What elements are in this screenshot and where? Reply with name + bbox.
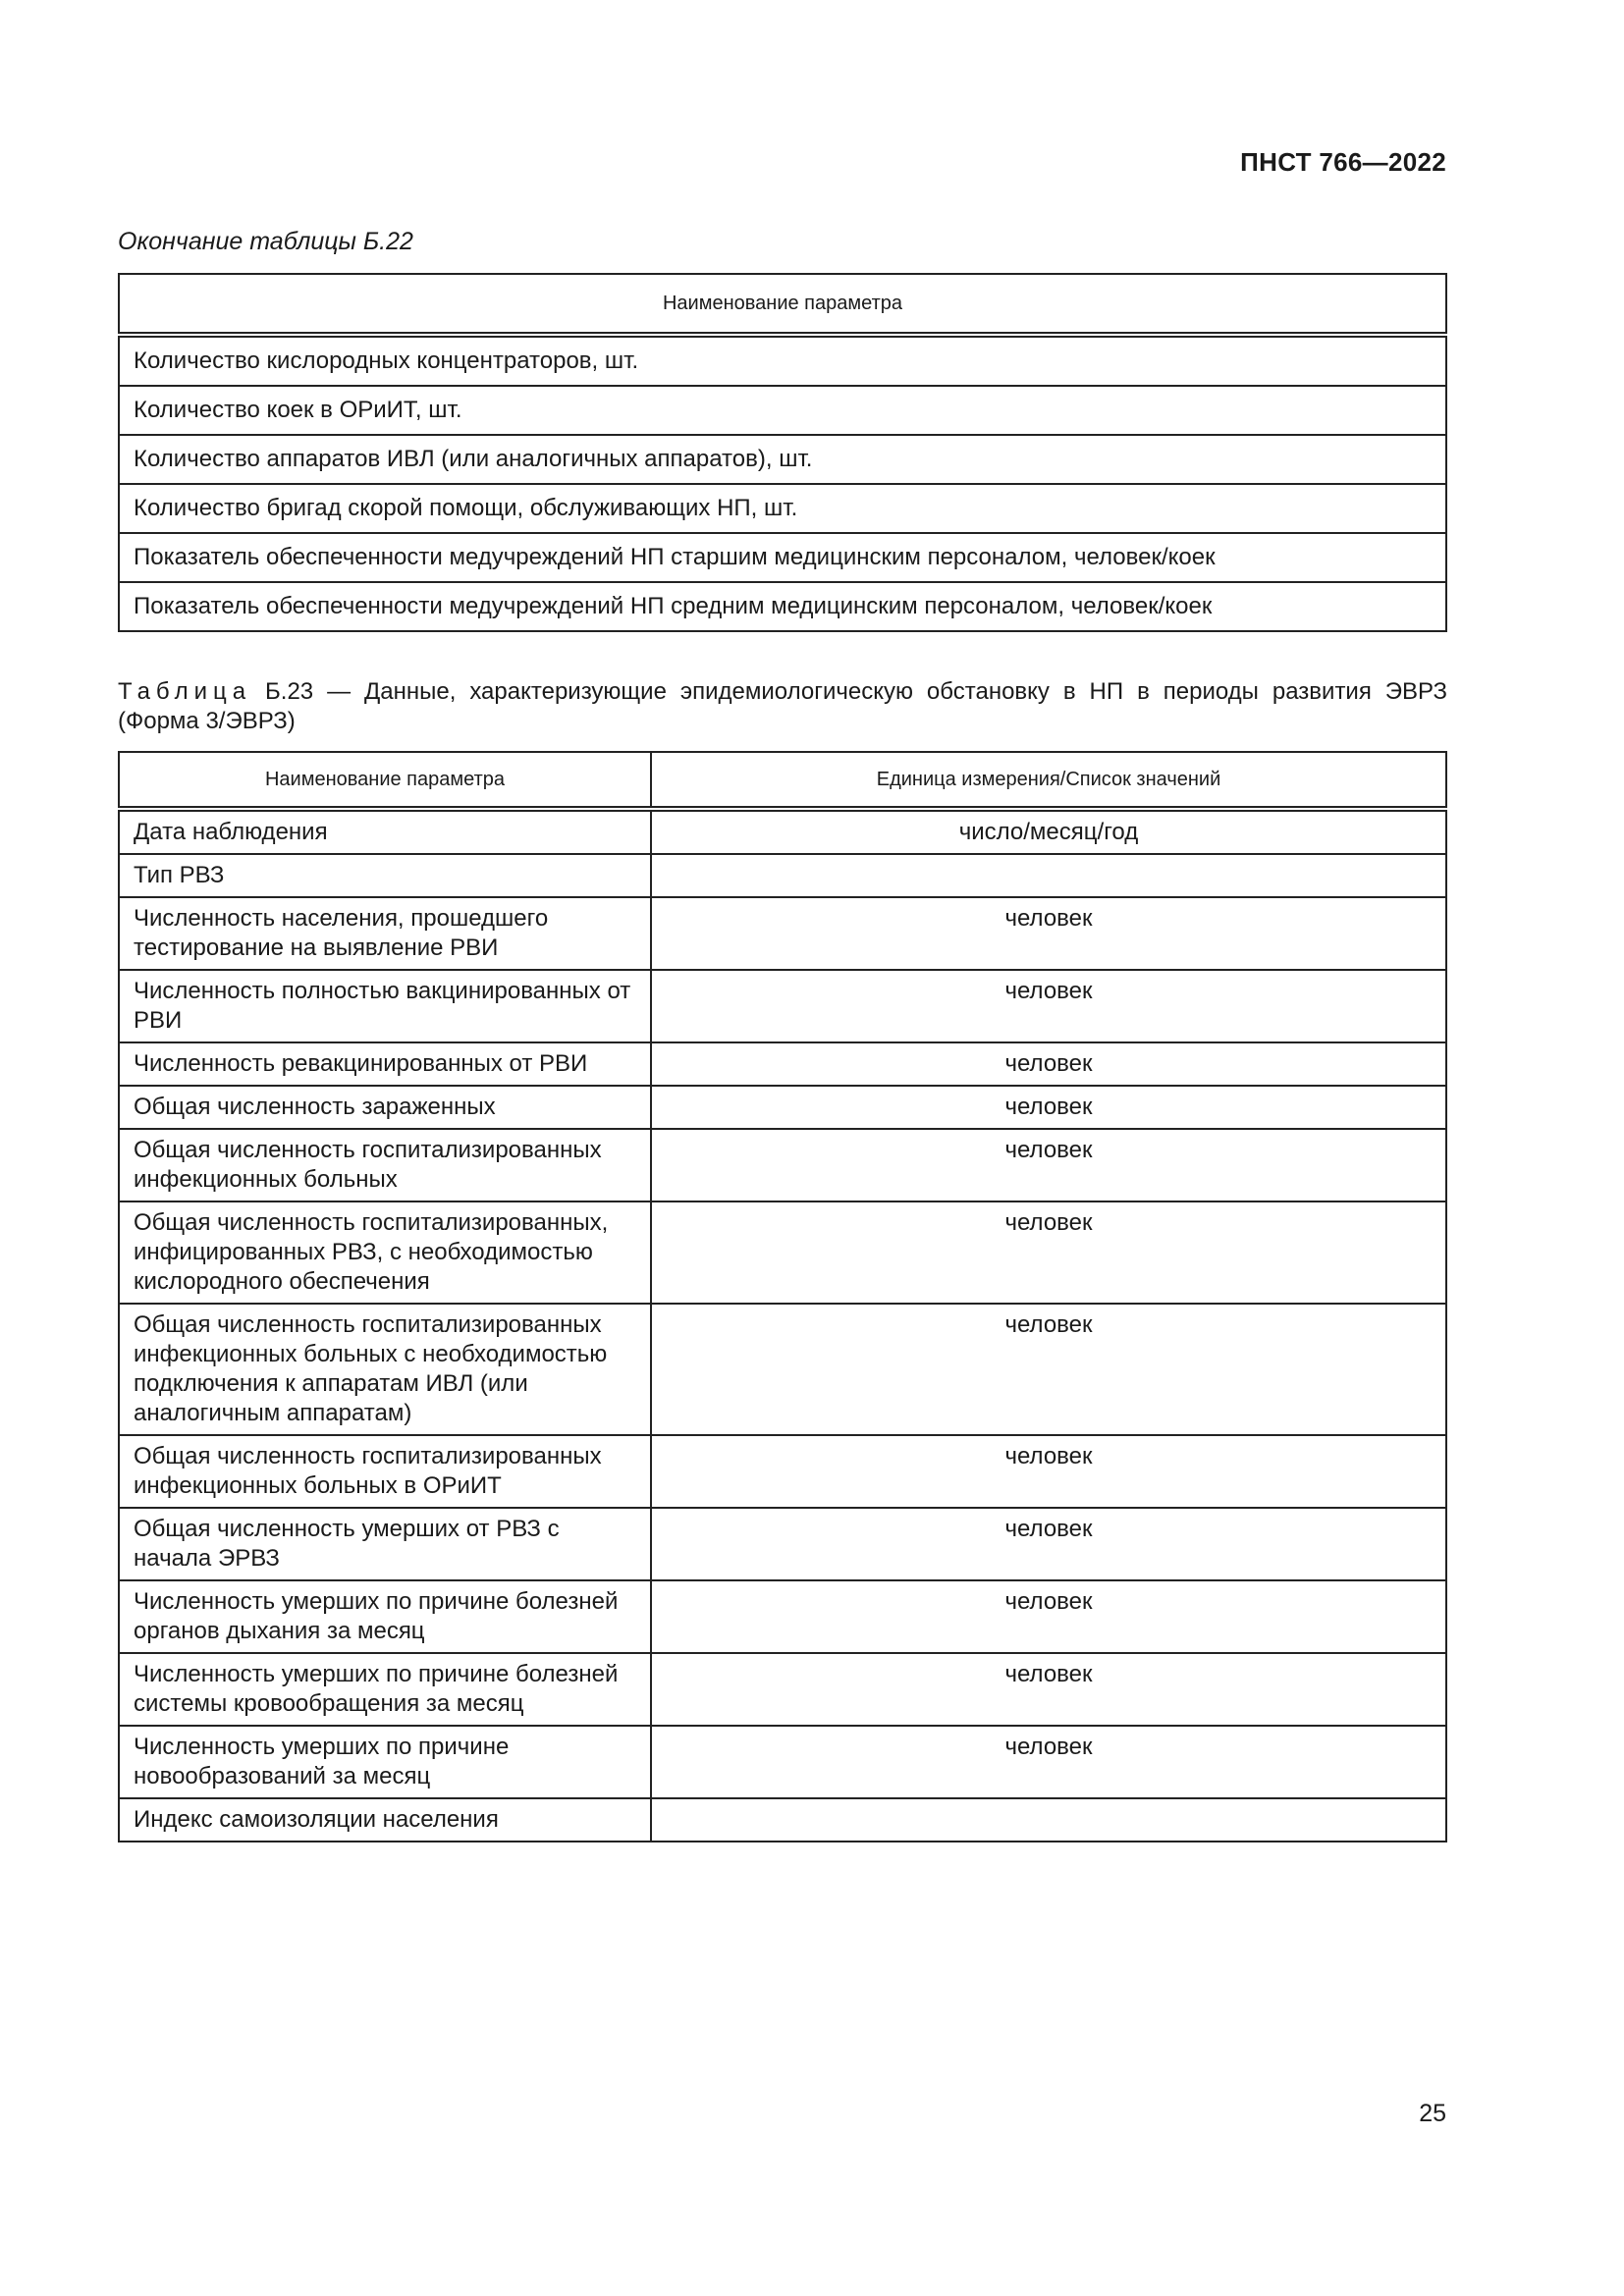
table-b23-caption-text: Б.23 — Данные, характеризующие эпидемиологическую обстановку в НП в периоды развития ЭВРЗ (Форма 3/ЭВРЗ)	[118, 678, 1447, 734]
column-header-unit: Единица измерения/Список значений	[651, 752, 1446, 809]
table-row	[119, 809, 1446, 854]
page-number: 25	[1419, 2100, 1446, 2127]
table-header-row	[119, 752, 1446, 809]
table-row	[119, 1304, 1446, 1435]
table-row	[119, 1798, 1446, 1842]
parameter-cell: Показатель обеспеченности медучреждений НП средним медицинским персоналом, человек/коек	[119, 582, 1446, 631]
parameter-cell: Индекс самоизоляции населения	[119, 1798, 651, 1842]
unit-cell: человек	[651, 970, 1446, 1042]
table-row	[119, 897, 1446, 970]
unit-cell: человек	[651, 1201, 1446, 1304]
parameter-cell: Количество аппаратов ИВЛ (или аналогичных аппаратов), шт.	[119, 435, 1446, 484]
unit-cell: число/месяц/год	[651, 809, 1446, 854]
unit-cell: человек	[651, 1435, 1446, 1508]
parameter-cell: Общая численность госпитализированных инфекционных больных	[119, 1129, 651, 1201]
table-row	[119, 533, 1446, 582]
unit-cell: человек	[651, 1042, 1446, 1086]
unit-cell: человек	[651, 1726, 1446, 1798]
parameter-cell: Численность умерших по причине болезней системы кровообращения за месяц	[119, 1653, 651, 1726]
parameter-cell: Численность умерших по причине болезней органов дыхания за месяц	[119, 1580, 651, 1653]
parameter-cell: Общая численность умерших от РВЗ с начала ЭРВЗ	[119, 1508, 651, 1580]
parameter-cell: Дата наблюдения	[119, 809, 651, 854]
table-b22-continuation-caption: Окончание таблицы Б.22	[118, 228, 413, 255]
unit-cell	[651, 854, 1446, 897]
parameter-cell: Общая численность госпитализированных инфекционных больных с необходимостью подключения к аппаратам ИВЛ (или аналогичным аппаратам)	[119, 1304, 651, 1435]
parameter-cell: Общая численность госпитализированных инфекционных больных в ОРиИТ	[119, 1435, 651, 1508]
parameter-cell: Общая численность зараженных	[119, 1086, 651, 1129]
parameter-cell: Количество кислородных концентраторов, шт.	[119, 335, 1446, 386]
unit-cell: человек	[651, 897, 1446, 970]
parameter-cell: Численность умерших по причине новообразований за месяц	[119, 1726, 651, 1798]
table-row	[119, 484, 1446, 533]
table-row	[119, 1508, 1446, 1580]
table-row	[119, 1042, 1446, 1086]
table-b23-caption-label: Таблица	[118, 678, 252, 705]
parameter-cell: Показатель обеспеченности медучреждений НП старшим медицинским персоналом, человек/коек	[119, 533, 1446, 582]
unit-cell: человек	[651, 1653, 1446, 1726]
parameter-cell: Тип РВЗ	[119, 854, 651, 897]
parameter-cell: Численность полностью вакцинированных от РВИ	[119, 970, 651, 1042]
unit-cell: человек	[651, 1508, 1446, 1580]
table-row	[119, 970, 1446, 1042]
table-row	[119, 435, 1446, 484]
parameter-cell: Общая численность госпитализированных, инфицированных РВЗ, с необходимостью кислородного обеспечения	[119, 1201, 651, 1304]
unit-cell: человек	[651, 1129, 1446, 1201]
table-row	[119, 1653, 1446, 1726]
table-row	[119, 1201, 1446, 1304]
parameter-cell: Количество коек в ОРиИТ, шт.	[119, 386, 1446, 435]
unit-cell	[651, 1798, 1446, 1842]
column-header-parameter: Наименование параметра	[119, 752, 651, 809]
table-b22	[118, 273, 1447, 632]
parameter-cell: Численность ревакцинированных от РВИ	[119, 1042, 651, 1086]
table-row	[119, 1435, 1446, 1508]
table-row	[119, 582, 1446, 631]
unit-cell: человек	[651, 1304, 1446, 1435]
table-b23-caption	[118, 677, 1447, 736]
document-code: ПНСТ 766—2022	[1240, 147, 1446, 177]
parameter-cell: Численность населения, прошедшего тестирование на выявление РВИ	[119, 897, 651, 970]
table-row	[119, 854, 1446, 897]
column-header-parameter: Наименование параметра	[119, 274, 1446, 335]
table-header-row	[119, 274, 1446, 335]
table-row	[119, 386, 1446, 435]
table-row	[119, 1580, 1446, 1653]
table-b23	[118, 751, 1447, 1842]
table-row	[119, 1129, 1446, 1201]
table-row	[119, 1726, 1446, 1798]
unit-cell: человек	[651, 1580, 1446, 1653]
table-row	[119, 1086, 1446, 1129]
unit-cell: человек	[651, 1086, 1446, 1129]
parameter-cell: Количество бригад скорой помощи, обслуживающих НП, шт.	[119, 484, 1446, 533]
table-row	[119, 335, 1446, 386]
